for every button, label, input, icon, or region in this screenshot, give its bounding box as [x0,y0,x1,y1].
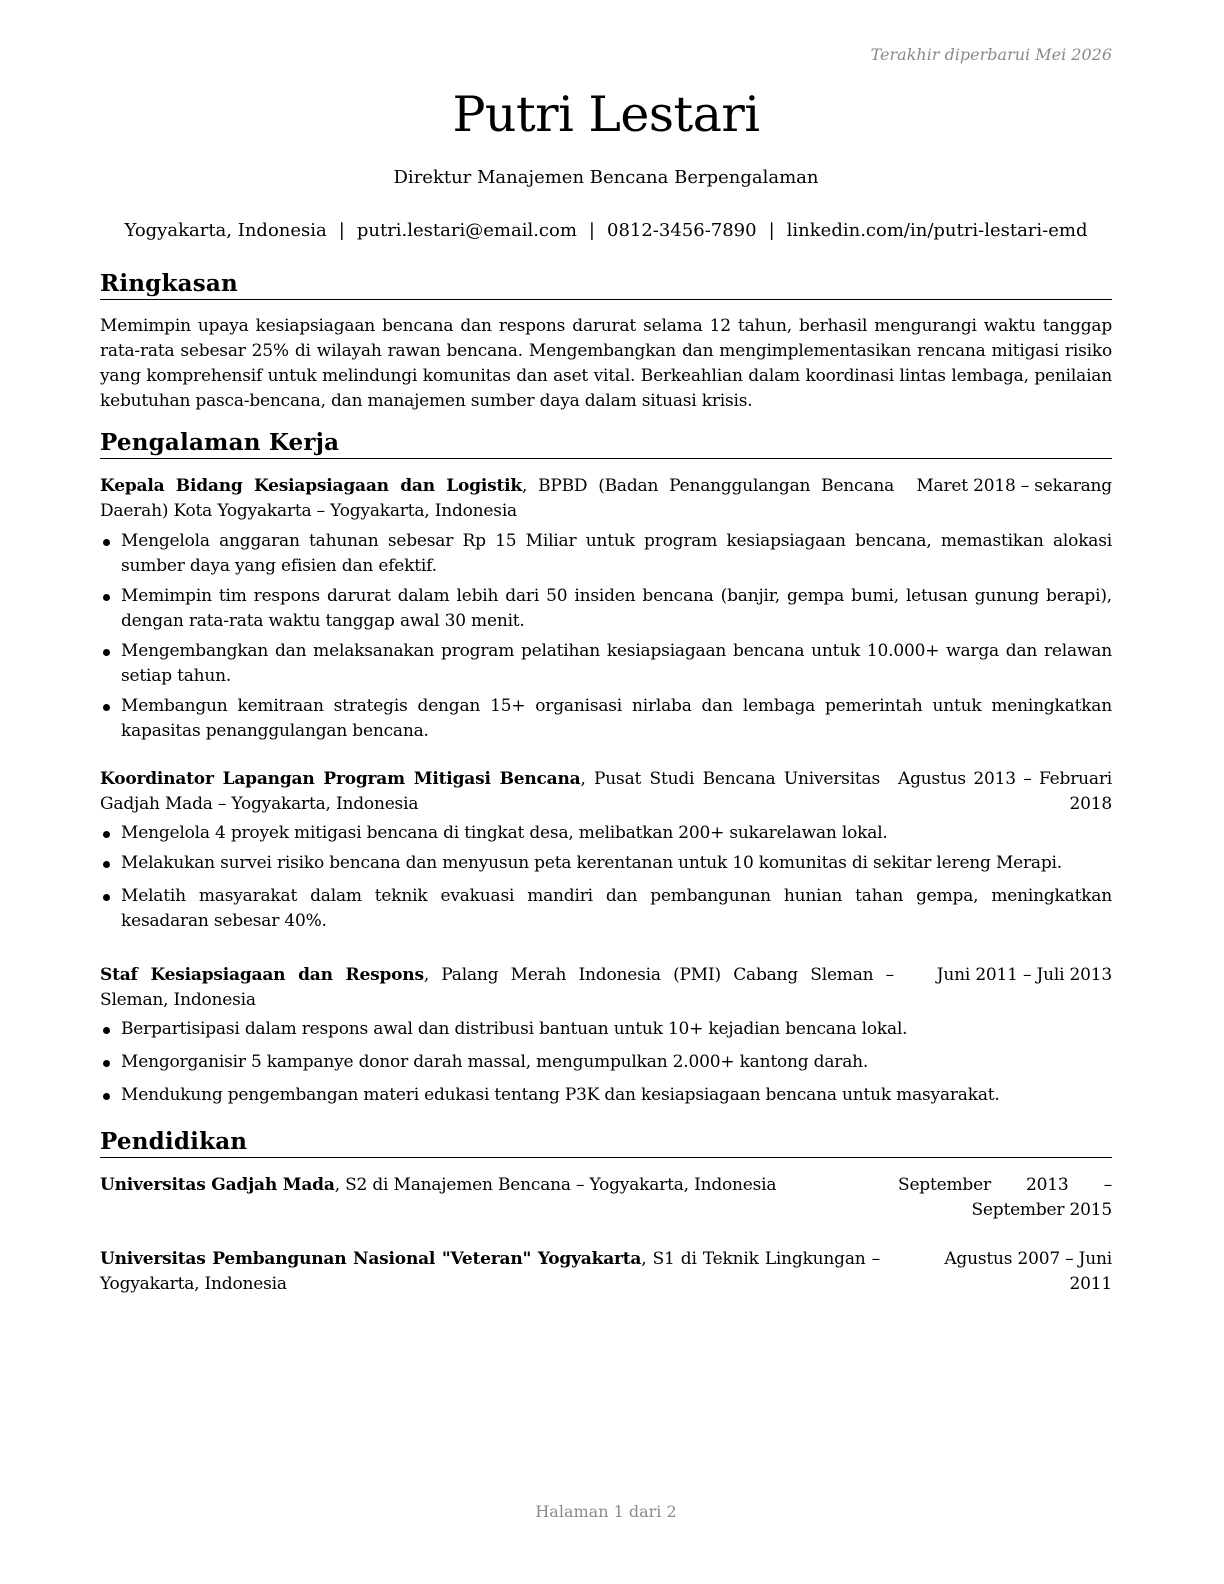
list-item: Mendukung pengembangan materi edukasi tentang P3K dan kesiapsiagaan bencana untuk masyarakat. [100,1083,1112,1108]
bullet-icon [103,861,110,868]
list-item: Mengelola 4 proyek mitigasi bencana di tingkat desa, melibatkan 200+ sukarelawan lokal. [100,821,1112,846]
bullet-icon [103,831,110,838]
job-role: Kepala Bidang Kesiapsiagaan dan Logistik [100,476,522,496]
bullet-icon [103,1093,110,1100]
education-date: September 2013 – September 2015 [898,1175,1112,1220]
job-bullets [100,821,1112,939]
job-header [100,767,1112,817]
bullet-icon [103,704,110,711]
job-date: Juni 2011 – Juli 2013 [936,965,1112,985]
education-entry [100,1247,1112,1297]
job-role: Koordinator Lapangan Program Mitigasi Bencana [100,769,581,789]
bullet-icon [103,539,110,546]
candidate-name: Putri Lestari [452,86,760,143]
education-school: Universitas Gadjah Mada [100,1175,335,1195]
resume-page [100,0,1112,1584]
contact-phone: 0812-3456-7890 [607,220,757,241]
education-detail: , S2 di Manajemen Bencana – Yogyakarta, Indonesia [334,1175,777,1195]
list-item: Mengorganisir 5 kampanye donor darah massal, mengumpulkan 2.000+ kantong darah. [100,1050,1112,1075]
page-footer: Halaman 1 dari 2 [535,1502,677,1521]
contact-line [100,220,1112,241]
job-date: Agustus 2013 – Februari 2018 [898,769,1112,814]
section-title-education: Pendidikan [100,1128,1112,1158]
contact-linkedin[interactable]: linkedin.com/in/putri-lestari-emd [786,220,1088,241]
last-updated-note: Terakhir diperbarui Mei 2026 [870,45,1112,64]
job-header [100,474,1112,524]
job-header [100,963,1112,1013]
bullet-icon [103,649,110,656]
list-item: Berpartisipasi dalam respons awal dan distribusi bantuan untuk 10+ kejadian bencana lokal. [100,1017,1112,1042]
job-date: Maret 2018 – sekarang [916,476,1112,496]
education-school: Universitas Pembangunan Nasional "Veteran" Yogyakarta [100,1249,642,1269]
list-item: Mengelola anggaran tahunan sebesar Rp 15 Miliar untuk program kesiapsiagaan bencana, memastikan alokasi sumber daya yang efisien dan efektif. [100,529,1112,579]
bullet-icon [103,1027,110,1034]
education-date: Agustus 2007 – Juni 2011 [944,1249,1112,1294]
job-organization: , Pusat Studi Bencana Universitas Gadjah Mada – Yogyakarta, Indonesia [100,769,880,814]
job-bullets [100,529,1112,749]
contact-separator: | [338,220,345,241]
list-item: Membangun kemitraan strategis dengan 15+ organisasi nirlaba dan lembaga pemerintah untuk meningkatkan kapasitas penanggulangan bencana. [100,694,1112,744]
list-item: Melakukan survei risiko bencana dan menyusun peta kerentanan untuk 10 komunitas di sekitar lereng Merapi. [100,851,1112,876]
bullet-icon [103,1060,110,1067]
candidate-headline: Direktur Manajemen Bencana Berpengalaman [393,167,819,188]
job-organization: , Palang Merah Indonesia (PMI) Cabang Sleman – Sleman, Indonesia [100,965,894,1010]
job-bullets [100,1017,1112,1113]
contact-email[interactable]: putri.lestari@email.com [356,220,577,241]
contact-separator: | [588,220,595,241]
list-item: Mengembangkan dan melaksanakan program pelatihan kesiapsiagaan bencana untuk 10.000+ warga dan relawan setiap tahun. [100,639,1112,689]
job-organization: , BPBD (Badan Penanggulangan Bencana Daerah) Kota Yogyakarta – Yogyakarta, Indonesia [100,476,894,521]
section-title-summary: Ringkasan [100,270,1112,300]
bullet-icon [103,894,110,901]
list-item: Memimpin tim respons darurat dalam lebih dari 50 insiden bencana (banjir, gempa bumi, letusan gunung berapi), dengan rata-rata waktu tanggap awal 30 menit. [100,584,1112,634]
education-entry [100,1173,1112,1223]
summary-text: Memimpin upaya kesiapsiagaan bencana dan respons darurat selama 12 tahun, berhasil mengurangi waktu tanggap rata-rata sebesar 25% di wilayah rawan bencana. Mengembangkan dan mengimplementasikan rencana mitigasi risiko yang komprehensif untuk melindungi komunitas dan aset vital. Berkeahlian dalam koordinasi lintas lembaga, penilaian kebutuhan pasca-bencana, dan manajemen sumber daya dalam situasi krisis. [100,316,1112,411]
bullet-icon [103,594,110,601]
section-title-experience: Pengalaman Kerja [100,429,1112,459]
job-role: Staf Kesiapsiagaan dan Respons [100,965,424,985]
contact-separator: | [768,220,775,241]
education-detail: , S1 di Teknik Lingkungan – Yogyakarta, Indonesia [100,1249,880,1294]
contact-location: Yogyakarta, Indonesia [124,220,327,241]
list-item: Melatih masyarakat dalam teknik evakuasi mandiri dan pembangunan hunian tahan gempa, meningkatkan kesadaran sebesar 40%. [100,884,1112,934]
